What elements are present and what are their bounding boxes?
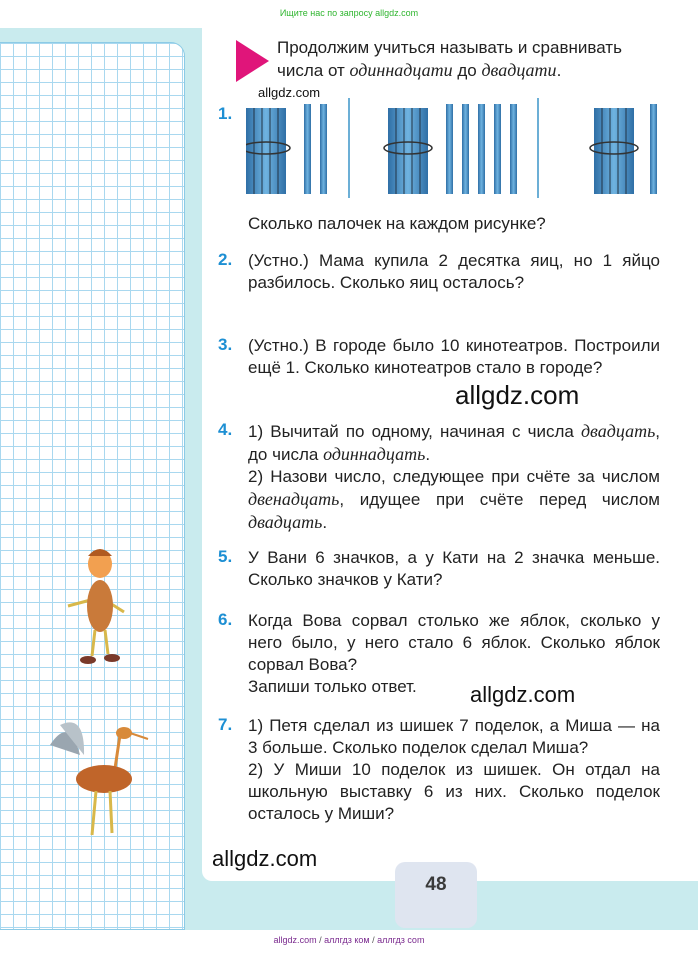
top-search-link[interactable]: Ищите нас по запросу allgdz.com (279, 8, 419, 18)
task-part-1: 1) Вычитай по одному, начиная с числа двадцать, до числа одиннадцать. (248, 421, 660, 464)
task-part-1: 1) Петя сделал из шишек 7 поделок, а Миша — на 3 больше. Сколько поделок сделал Миша? (248, 716, 660, 757)
task-4 (218, 420, 660, 534)
single-stick (510, 104, 517, 194)
watermark: allgdz.com (470, 682, 576, 707)
footer-link[interactable]: аллгдз com (377, 935, 425, 945)
task-number: 4. (218, 420, 233, 439)
task-6 (218, 610, 660, 698)
task-number: 7. (218, 715, 233, 734)
task-text: (Устно.) В городе было 10 кинотеатров. Построили ещё 1. Сколько кинотеатров стало в городе? (248, 336, 660, 377)
single-stick (320, 104, 327, 194)
acorn-figure-illustration (62, 540, 132, 670)
task-2 (218, 250, 660, 294)
stick-bundle (590, 108, 638, 194)
stick-bundle (384, 108, 432, 194)
task-number: 6. (218, 610, 233, 629)
task-number: 2. (218, 250, 233, 269)
footer-separator: / (319, 935, 322, 945)
task-part-2: 2) У Миши 10 поделок из шишек. Он отдал на школьную выставку 6 из них. Сколько поделок осталось у Миши? (248, 760, 660, 823)
task-number: 1. (218, 104, 233, 123)
top-bar (0, 0, 698, 28)
single-stick (446, 104, 453, 194)
page-number: 48 (395, 862, 477, 928)
task-number: 5. (218, 547, 233, 566)
single-stick (494, 104, 501, 194)
task-3 (218, 335, 660, 379)
single-stick (478, 104, 485, 194)
stick-bundles-illustration (246, 98, 666, 198)
task-text: (Устно.) Мама купила 2 десятка яиц, но 1 яйцо разбилось. Сколько яиц осталось? (248, 251, 660, 292)
task-1-question: Сколько палочек на каждом рисунке? (248, 214, 546, 233)
task-7 (218, 715, 660, 825)
task-text: У Вани 6 значков, а у Кати на 2 значка меньше. Сколько значков у Кати? (248, 548, 660, 589)
watermark: allgdz.com (455, 380, 580, 410)
footer-link[interactable]: allgdz.com (273, 935, 317, 945)
watermark: allgdz.com (212, 846, 318, 871)
pinecone-ostrich-illustration (40, 715, 160, 845)
task-text-2: Запиши только ответ. (248, 677, 417, 696)
footer-link[interactable]: аллгдз ком (324, 935, 370, 945)
stick-bundle (246, 108, 290, 194)
footer-links (0, 935, 698, 945)
intro-triangle-icon (236, 40, 269, 82)
single-stick (304, 104, 311, 194)
intro-text: Продолжим учиться называть и сравнивать числа от одиннадцати до двадцати. (277, 38, 622, 80)
task-number: 3. (218, 335, 233, 354)
single-stick (650, 104, 657, 194)
task-part-2: 2) Назови число, следующее при счёте за числом двенадцать, идущее при счёте перед числом двадцать. (248, 467, 660, 532)
single-stick (462, 104, 469, 194)
watermark: allgdz.com (258, 85, 321, 100)
footer-separator: / (372, 935, 375, 945)
task-text: Когда Вова сорвал столько же яблок, сколько у него было, у него стало 6 яблок. Сколько яблок сорвал Вова? (248, 611, 660, 674)
task-5 (218, 547, 660, 591)
